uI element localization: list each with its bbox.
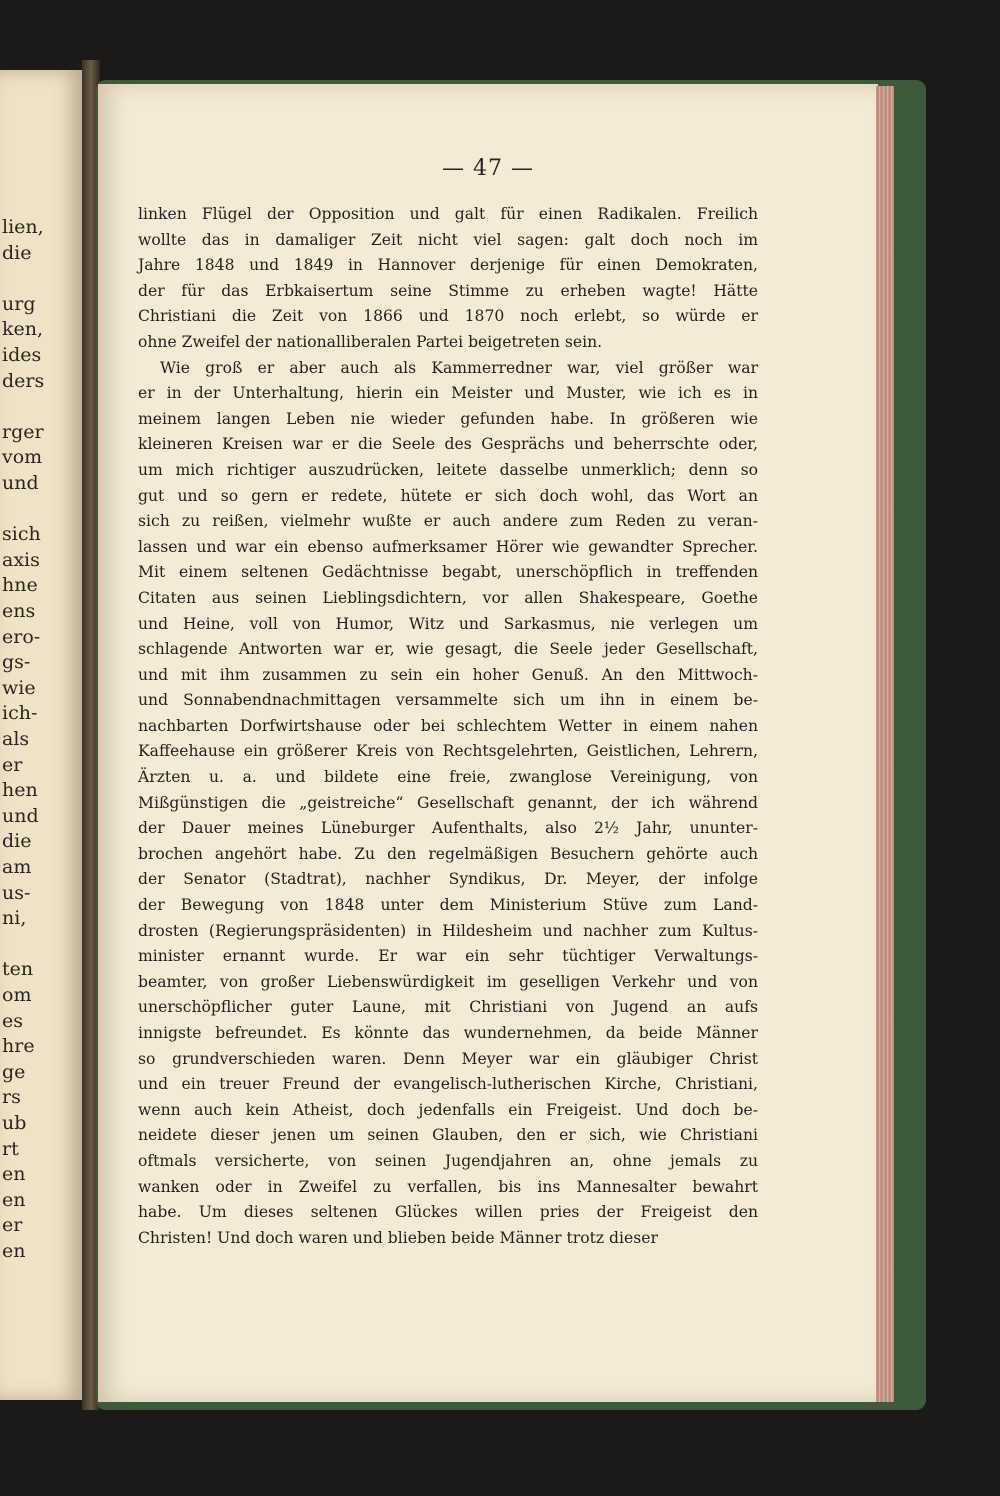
page-edge	[876, 86, 894, 1402]
text-line: minister ernannt wurde. Er war ein sehr tüchtiger Verwaltungs-	[138, 947, 758, 966]
left-page-fragment: rger	[2, 420, 44, 443]
text-line: unerschöpflicher guter Laune, mit Christiani von Jugend an aufs	[138, 998, 758, 1017]
left-page-fragment: ders	[2, 369, 45, 392]
left-page-fragment: hen	[2, 779, 38, 802]
text-line: so grundverschieden waren. Denn Meyer war ein gläubiger Christ	[138, 1049, 758, 1068]
left-page-fragment: axis	[2, 548, 40, 571]
text-line: wanken oder in Zweifel zu verfallen, bis ins Mannesalter bewahrt	[138, 1177, 758, 1196]
text-line: und mit ihm zusammen zu sein ein hoher Genuß. An den Mittwoch-	[138, 665, 758, 684]
left-page-fragment: ken,	[2, 318, 44, 341]
left-page-fragment: ni,	[2, 907, 27, 930]
text-line: um mich richtiger auszudrücken, leitete dasselbe unmerklich; denn so	[138, 460, 758, 479]
text-line: neidete dieser jenen um seinen Glauben, den er sich, wie Christiani	[138, 1126, 758, 1145]
text-line: und Heine, voll von Humor, Witz und Sarkasmus, nie verlegen um	[138, 614, 758, 633]
left-page-fragment: es	[2, 1009, 23, 1032]
text-line: brochen angehört habe. Zu den regelmäßigen Besuchern gehörte auch	[138, 844, 758, 863]
left-page-fragment: die	[2, 830, 32, 853]
left-page-fragment: ich-	[2, 702, 38, 725]
left-page-fragment: gs-	[2, 651, 31, 674]
text-line: der Bewegung von 1848 unter dem Ministerium Stüve zum Land-	[138, 896, 758, 915]
left-page-fragment: die	[2, 241, 32, 264]
left-page-fragment: ub	[2, 1112, 27, 1134]
left-page-fragment: en	[2, 1240, 26, 1262]
text-line: lassen und war ein ebenso aufmerksamer Hörer wie gewandter Sprecher.	[138, 537, 758, 556]
left-page-fragment: vom	[2, 446, 43, 469]
left-page-fragment: und	[2, 804, 39, 827]
text-line: ohne Zweifel der nationalliberalen Partei beigetreten sein.	[138, 332, 603, 351]
text-line: linken Flügel der Opposition und galt für einen Radikalen. Freilich	[138, 205, 758, 223]
left-page-fragment: rt	[2, 1137, 19, 1160]
text-line: Wie groß er aber auch als Kammerredner war, viel größer war	[160, 358, 758, 377]
right-page	[98, 84, 878, 1402]
left-page-fragment: ge	[2, 1060, 26, 1083]
text-line: Mit einem seltenen Gedächtnisse begabt, unerschöpflich in treffenden	[138, 563, 758, 582]
left-page-fragment: sich	[2, 523, 41, 546]
text-line: Kaffeehause ein größerer Kreis von Rechtsgelehrten, Geistlichen, Lehrern,	[138, 742, 758, 761]
left-page-fragment: rs	[2, 1086, 21, 1109]
text-line: gut und so gern er redete, hütete er sich doch wohl, das Wort an	[138, 486, 758, 505]
text-line: er in der Unterhaltung, hierin ein Meister und Muster, wie ich es in	[138, 384, 758, 403]
text-line: der für das Erbkaisertum seine Stimme zu erheben wagte! Hätte	[138, 281, 758, 300]
text-line: nachbarten Dorfwirtshause oder bei schlechtem Wetter in einem nahen	[138, 716, 758, 735]
text-line: oftmals versicherte, von seinen Jugendjahren an, ohne jemals zu	[138, 1151, 758, 1170]
text-line: und Sonnabendnachmittagen versammelte sich um ihn in einem be-	[138, 691, 758, 710]
text-line: meinem langen Leben nie wieder gefunden habe. In größeren wie	[138, 409, 758, 428]
text-line: innigste befreundet. Es könnte das wundernehmen, da beide Männer	[138, 1024, 758, 1042]
left-page-fragment: ides	[2, 344, 42, 366]
page-number: — 47 —	[442, 156, 534, 181]
text-line: Mißgünstigen die „geistreiche“ Gesellschaft genannt, der ich während	[138, 793, 758, 812]
text-line: Citaten aus seinen Lieblingsdichtern, vor allen Shakespeare, Goethe	[138, 588, 758, 607]
left-page-fragment: er	[2, 1214, 23, 1237]
text-line: der Dauer meines Lüneburger Aufenthalts, also 2½ Jahr, ununter-	[138, 819, 758, 838]
left-page-fragment: lien,	[2, 216, 44, 238]
text-line: kleineren Kreisen war er die Seele des Gesprächs und beherrschte oder,	[138, 435, 758, 454]
left-page-fragment: wie	[2, 676, 36, 699]
left-page-fragment: en	[2, 1163, 26, 1186]
left-page-fragment: ens	[2, 600, 36, 622]
left-page-fragment: und	[2, 472, 39, 494]
left-page-fragment: en	[2, 1188, 26, 1211]
left-page-fragment: ten	[2, 958, 34, 981]
left-page-fragment: ero-	[2, 625, 41, 648]
text-line: drosten (Regierungspräsidenten) in Hildesheim und nachher zum Kultus-	[138, 921, 758, 940]
text-line: und ein treuer Freund der evangelisch-lutherischen Kirche, Christiani,	[138, 1075, 758, 1094]
left-page-fragment: om	[2, 984, 32, 1006]
left-page-fragment: als	[2, 728, 30, 750]
left-page-fragment: us-	[2, 881, 31, 904]
text-line: sich zu reißen, vielmehr wußte er auch andere zum Reden zu veran-	[138, 512, 758, 531]
left-page-fragment: hne	[2, 574, 38, 597]
text-line: Jahre 1848 und 1849 in Hannover derjenige für einen Demokraten,	[138, 256, 758, 275]
left-page-fragment: urg	[2, 292, 36, 315]
text-line: der Senator (Stadtrat), nachher Syndikus, Dr. Meyer, der infolge	[138, 870, 758, 889]
text-block	[138, 202, 758, 1251]
text-line: habe. Um dieses seltenen Glückes willen pries der Freigeist den	[138, 1203, 758, 1222]
text-line: Ärzten u. a. und bildete eine freie, zwanglose Vereinigung, von	[138, 768, 758, 787]
left-page-fragment: am	[2, 856, 32, 878]
text-line: wollte das in damaliger Zeit nicht viel sagen: galt doch noch im	[138, 230, 758, 249]
left-page	[0, 70, 88, 1400]
text-line: schlagende Antworten war er, wie gesagt, die Seele jeder Gesellschaft,	[138, 640, 758, 659]
text-line: beamter, von großer Liebenswürdigkeit im geselligen Verkehr und von	[138, 972, 758, 991]
text-line: Christen! Und doch waren und blieben beide Männer trotz dieser	[138, 1228, 658, 1247]
left-page-fragment: er	[2, 753, 23, 776]
left-page-fragment: hre	[2, 1035, 35, 1058]
text-line: Christiani die Zeit von 1866 und 1870 noch erlebt, so würde er	[138, 307, 758, 326]
text-line: wenn auch kein Atheist, doch jedenfalls ein Freigeist. Und doch be-	[138, 1100, 758, 1119]
